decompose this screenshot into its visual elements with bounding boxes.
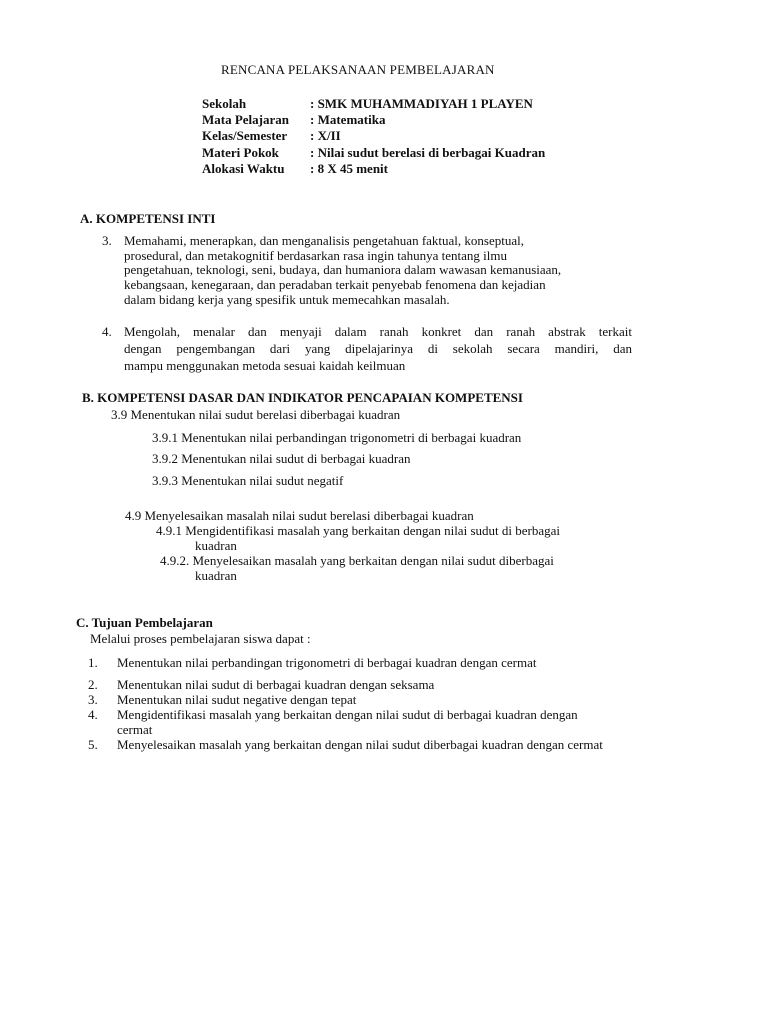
tujuan-item-1: Menentukan nilai perbandingan trigonometri di berbagai kuadran dengan cermat xyxy=(117,655,537,670)
identity-label-sekolah: Sekolah xyxy=(202,96,247,111)
tujuan-item-2: Menentukan nilai sudut di berbagai kuadran dengan seksama xyxy=(117,677,435,692)
indicator-3-9-2: 3.9.2 Menentukan nilai sudut di berbagai kuadran xyxy=(152,451,411,466)
indicator-4-9-1-cont: kuadran xyxy=(195,538,237,553)
identity-value-mapel: : Matematika xyxy=(310,112,386,127)
indicator-4-9-2: 4.9.2. Menyelesaikan masalah yang berkaitan dengan nilai sudut diberbagai xyxy=(160,553,554,568)
section-b-heading: B. KOMPETENSI DASAR DAN INDIKATOR PENCAPAIAN KOMPETENSI xyxy=(82,390,523,405)
list-number: 4. xyxy=(102,324,112,339)
identity-label-materi: Materi Pokok xyxy=(202,145,279,160)
identity-value-materi: : Nilai sudut berelasi di berbagai Kuadran xyxy=(310,145,546,160)
indicator-3-9-1: 3.9.1 Menentukan nilai perbandingan trigonometri di berbagai kuadran xyxy=(152,430,522,445)
identity-label-kelas: Kelas/Semester xyxy=(202,128,288,143)
list-number: 1. xyxy=(88,655,98,670)
section-c-intro: Melalui proses pembelajaran siswa dapat : xyxy=(90,631,311,646)
identity-label-mapel: Mata Pelajaran xyxy=(202,112,290,127)
document-title: RENCANA PELAKSANAAN PEMBELAJARAN xyxy=(221,62,495,77)
list-item-line: pengetahuan, teknologi, seni, budaya, dan humaniora dalam wawasan kemanusiaan, xyxy=(124,262,562,277)
identity-value-alokasi: : 8 X 45 menit xyxy=(310,161,388,176)
kd-3-9: 3.9 Menentukan nilai sudut berelasi diberbagai kuadran xyxy=(111,407,401,422)
section-a-heading: A. KOMPETENSI INTI xyxy=(80,211,216,226)
identity-label-alokasi: Alokasi Waktu xyxy=(202,161,285,176)
tujuan-item-3: Menentukan nilai sudut negative dengan tepat xyxy=(117,692,357,707)
list-item-line: prosedural, dan metakognitif berdasarkan rasa ingin tahunya tentang ilmu xyxy=(124,248,508,263)
tujuan-item-4-cont: cermat xyxy=(117,722,153,737)
tujuan-item-5: Menyelesaikan masalah yang berkaitan dengan nilai sudut diberbagai kuadran dengan cermat xyxy=(117,737,603,752)
list-number: 5. xyxy=(88,737,98,752)
list-item-line: mampu menggunakan metoda sesuai kaidah keilmuan xyxy=(124,358,406,373)
indicator-4-9-1: 4.9.1 Mengidentifikasi masalah yang berkaitan dengan nilai sudut di berbagai xyxy=(156,523,560,538)
list-item-line: Mengolah, menalar dan menyaji dalam ranah konkret dan ranah abstrak terkait xyxy=(124,324,632,339)
list-number: 3. xyxy=(102,233,112,248)
list-item-line: dengan pengembangan dari yang dipelajarinya di sekolah secara mandiri, dan xyxy=(124,341,632,356)
list-number: 3. xyxy=(88,692,98,707)
section-c-heading: C. Tujuan Pembelajaran xyxy=(76,615,213,630)
list-item-line: dalam bidang kerja yang spesifik untuk memecahkan masalah. xyxy=(124,292,450,307)
identity-value-sekolah: : SMK MUHAMMADIYAH 1 PLAYEN xyxy=(310,96,533,111)
list-number: 4. xyxy=(88,707,98,722)
tujuan-item-4: Mengidentifikasi masalah yang berkaitan dengan nilai sudut di berbagai kuadran dengan xyxy=(117,707,578,722)
list-item-line: Memahami, menerapkan, dan menganalisis pengetahuan faktual, konseptual, xyxy=(124,233,524,248)
identity-value-kelas: : X/II xyxy=(310,128,341,143)
list-number: 2. xyxy=(88,677,98,692)
kd-4-9: 4.9 Menyelesaikan masalah nilai sudut berelasi diberbagai kuadran xyxy=(125,508,474,523)
indicator-3-9-3: 3.9.3 Menentukan nilai sudut negatif xyxy=(152,473,344,488)
list-item-line: kebangsaan, kenegaraan, dan peradaban terkait penyebab fenomena dan kejadian xyxy=(124,277,546,292)
indicator-4-9-2-cont: kuadran xyxy=(195,568,237,583)
